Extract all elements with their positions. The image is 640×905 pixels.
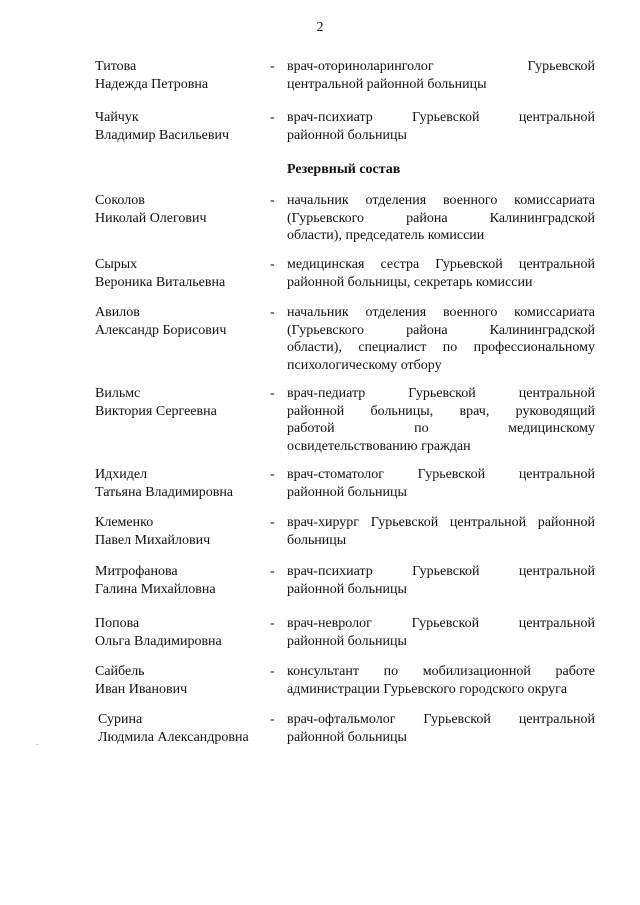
member-surname: Соколов xyxy=(95,193,145,208)
member-role xyxy=(287,58,595,93)
role-line: врач-психиатр Гурьевской центральной xyxy=(287,110,595,125)
role-line: работой по медицинскому xyxy=(287,421,595,436)
role-line: (Гурьевского района Калининградской xyxy=(287,210,595,226)
member-surname: Сырых xyxy=(95,257,138,272)
role-line: начальник отделения военного комиссариата xyxy=(287,305,595,320)
role-line: районной больницы, врач, руководящий xyxy=(287,403,595,419)
member-name xyxy=(95,109,270,144)
role-line: районной больницы, секретарь комиссии xyxy=(287,274,533,290)
role-line: врач-невролог Гурьевской центральной xyxy=(287,616,595,631)
member-given-name: Владимир Васильевич xyxy=(95,127,229,143)
role-line: врач-психиатр Гурьевской центральной xyxy=(287,564,595,579)
member-given-name: Александр Борисович xyxy=(95,322,227,338)
dash-separator: - xyxy=(270,664,275,679)
section-heading-reserve: Резервный состав xyxy=(287,162,401,177)
member-surname: Попова xyxy=(95,616,140,631)
member-role xyxy=(287,304,595,374)
member-given-name: Виктория Сергеевна xyxy=(95,403,217,419)
dash-separator: - xyxy=(270,564,275,579)
role-line: психологическому отбору xyxy=(287,357,442,373)
role-line: консультант по мобилизационной работе xyxy=(287,664,595,679)
role-line: (Гурьевского района Калининградской xyxy=(287,322,595,338)
dash-separator: - xyxy=(270,712,275,727)
member-given-name: Ольга Владимировна xyxy=(95,633,222,649)
role-line: районной больницы xyxy=(287,127,407,143)
member-given-name: Галина Михайловна xyxy=(95,581,216,597)
scan-margin-mark xyxy=(36,744,39,745)
role-line: освидетельствованию граждан xyxy=(287,438,471,454)
role-line: врач-педиатр Гурьевской центральной xyxy=(287,386,595,401)
member-role xyxy=(287,192,595,245)
dash-separator: - xyxy=(270,515,275,530)
member-name xyxy=(95,192,270,227)
member-name xyxy=(95,385,270,420)
role-line: врач-стоматолог Гурьевской центральной xyxy=(287,467,595,482)
member-role xyxy=(287,385,595,455)
dash-separator: - xyxy=(270,305,275,320)
member-surname: Авилов xyxy=(95,305,140,320)
member-surname: Сурина xyxy=(98,712,143,727)
role-line: больницы xyxy=(287,532,347,548)
role-line: врач-офтальмолог Гурьевской центральной xyxy=(287,712,595,727)
member-role xyxy=(287,711,595,746)
member-name xyxy=(95,663,270,698)
member-surname: Титова xyxy=(95,59,137,74)
role-line: районной больницы xyxy=(287,484,407,500)
role-line: районной больницы xyxy=(287,729,407,745)
role-line: начальник отделения военного комиссариата xyxy=(287,193,595,208)
role-line: врач-хирург Гурьевской центральной районной xyxy=(287,515,595,530)
dash-separator: - xyxy=(270,59,275,74)
dash-separator: - xyxy=(270,467,275,482)
role-line: районной больницы xyxy=(287,633,407,649)
member-role xyxy=(287,615,595,650)
role-line: врач-оториноларинголог Гурьевской xyxy=(287,59,595,74)
member-given-name: Вероника Витальевна xyxy=(95,274,226,290)
member-given-name: Николай Олегович xyxy=(95,210,207,226)
member-surname: Митрофанова xyxy=(95,564,178,579)
dash-separator: - xyxy=(270,193,275,208)
role-line: области), специалист по профессиональному xyxy=(287,340,595,355)
member-surname: Клеменко xyxy=(95,515,154,530)
member-name xyxy=(95,466,270,501)
member-given-name: Иван Иванович xyxy=(95,681,188,697)
member-name xyxy=(95,304,270,339)
member-role xyxy=(287,466,595,501)
member-name xyxy=(95,58,270,93)
page-number: 2 xyxy=(316,20,324,35)
member-given-name: Надежда Петровна xyxy=(95,76,209,92)
member-given-name: Павел Михайлович xyxy=(95,532,211,548)
member-name xyxy=(95,563,270,598)
member-name xyxy=(95,514,270,549)
member-surname: Чайчук xyxy=(95,110,139,125)
member-name xyxy=(98,711,273,746)
member-name xyxy=(95,256,270,291)
role-line: администрации Гурьевского городского округа xyxy=(287,681,568,697)
role-line: районной больницы xyxy=(287,581,407,597)
member-role xyxy=(287,563,595,598)
member-surname: Вильмс xyxy=(95,386,141,401)
member-surname: Сайбель xyxy=(95,664,145,679)
dash-separator: - xyxy=(270,616,275,631)
member-surname: Идхидел xyxy=(95,467,148,482)
dash-separator: - xyxy=(270,257,275,272)
member-name xyxy=(95,615,270,650)
member-role xyxy=(287,256,595,291)
role-line: области), председатель комиссии xyxy=(287,228,485,243)
dash-separator: - xyxy=(270,110,275,125)
member-role xyxy=(287,109,595,144)
member-given-name: Татьяна Владимировна xyxy=(95,484,234,500)
role-line: центральной районной больницы xyxy=(287,76,487,92)
member-role xyxy=(287,514,595,549)
dash-separator: - xyxy=(270,386,275,401)
member-role xyxy=(287,663,595,698)
member-given-name: Людмила Александровна xyxy=(98,729,249,745)
role-line: медицинская сестра Гурьевской центральной xyxy=(287,257,595,272)
